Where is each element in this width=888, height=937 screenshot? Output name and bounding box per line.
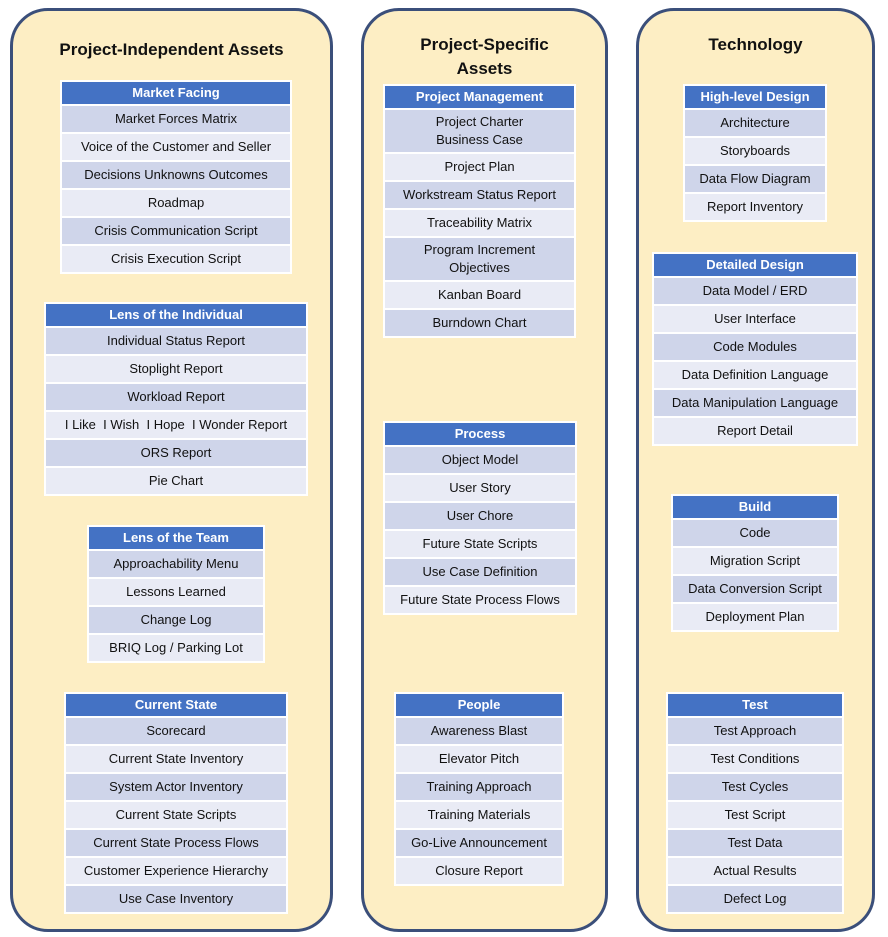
group-header: Test [668, 694, 842, 718]
list-item: Workstream Status Report [385, 182, 574, 210]
list-item: Decisions Unknowns Outcomes [62, 162, 290, 190]
list-item: Code Modules [654, 334, 856, 362]
list-item: Project Charter Business Case [385, 110, 574, 154]
list-item: Object Model [385, 447, 575, 475]
list-item: Current State Process Flows [66, 830, 286, 858]
group-test [666, 692, 844, 914]
group-header: Current State [66, 694, 286, 718]
group-header: People [396, 694, 562, 718]
list-item: Report Detail [654, 418, 856, 444]
list-item: Elevator Pitch [396, 746, 562, 774]
list-item: Defect Log [668, 886, 842, 912]
group-detailed-design [652, 252, 858, 446]
list-item: System Actor Inventory [66, 774, 286, 802]
list-item: Storyboards [685, 138, 825, 166]
list-item: Test Approach [668, 718, 842, 746]
list-item: Test Data [668, 830, 842, 858]
group-lens-team [87, 525, 265, 663]
list-item: Scorecard [66, 718, 286, 746]
list-item: Workload Report [46, 384, 306, 412]
list-item: Current State Scripts [66, 802, 286, 830]
column-title: Technology [708, 35, 803, 54]
group-market-facing [60, 80, 292, 274]
list-item: Use Case Inventory [66, 886, 286, 912]
group-people [394, 692, 564, 886]
column-title: Project-Independent Assets [59, 40, 284, 59]
list-item: Program Increment Objectives [385, 238, 574, 282]
list-item: Go-Live Announcement [396, 830, 562, 858]
list-item: Use Case Definition [385, 559, 575, 587]
list-item: I Like I Wish I Hope I Wonder Report [46, 412, 306, 440]
list-item: User Story [385, 475, 575, 503]
group-lens-individual [44, 302, 308, 496]
group-header: Project Management [385, 86, 574, 110]
list-item: Voice of the Customer and Seller [62, 134, 290, 162]
list-item: Training Materials [396, 802, 562, 830]
column-title: Project-Specific Assets [420, 35, 549, 78]
list-item: Roadmap [62, 190, 290, 218]
list-item: BRIQ Log / Parking Lot [89, 635, 263, 661]
list-item: Awareness Blast [396, 718, 562, 746]
list-item: Individual Status Report [46, 328, 306, 356]
list-item: Code [673, 520, 837, 548]
list-item: Pie Chart [46, 468, 306, 494]
group-header: Detailed Design [654, 254, 856, 278]
list-item: Current State Inventory [66, 746, 286, 774]
list-item: Change Log [89, 607, 263, 635]
list-item: Crisis Communication Script [62, 218, 290, 246]
group-header: Lens of the Individual [46, 304, 306, 328]
list-item: Crisis Execution Script [62, 246, 290, 272]
list-item: Actual Results [668, 858, 842, 886]
group-build [671, 494, 839, 632]
list-item: Test Cycles [668, 774, 842, 802]
list-item: Test Script [668, 802, 842, 830]
list-item: Test Conditions [668, 746, 842, 774]
list-item: Closure Report [396, 858, 562, 884]
list-item: Data Manipulation Language [654, 390, 856, 418]
group-high-level-design [683, 84, 827, 222]
group-header: Lens of the Team [89, 527, 263, 551]
list-item: Report Inventory [685, 194, 825, 220]
group-header: Process [385, 423, 575, 447]
list-item: Architecture [685, 110, 825, 138]
list-item: User Chore [385, 503, 575, 531]
list-item: Burndown Chart [385, 310, 574, 336]
list-item: Approachability Menu [89, 551, 263, 579]
list-item: Market Forces Matrix [62, 106, 290, 134]
list-item: Deployment Plan [673, 604, 837, 630]
group-process [383, 421, 577, 615]
list-item: Traceability Matrix [385, 210, 574, 238]
list-item: Training Approach [396, 774, 562, 802]
list-item: Lessons Learned [89, 579, 263, 607]
group-header: Market Facing [62, 82, 290, 106]
list-item: Future State Process Flows [385, 587, 575, 613]
list-item: ORS Report [46, 440, 306, 468]
list-item: Data Model / ERD [654, 278, 856, 306]
group-project-management [383, 84, 576, 338]
group-current-state [64, 692, 288, 914]
list-item: Data Conversion Script [673, 576, 837, 604]
group-header: Build [673, 496, 837, 520]
list-item: Future State Scripts [385, 531, 575, 559]
list-item: Data Definition Language [654, 362, 856, 390]
list-item: Stoplight Report [46, 356, 306, 384]
list-item: Kanban Board [385, 282, 574, 310]
group-header: High-level Design [685, 86, 825, 110]
list-item: Project Plan [385, 154, 574, 182]
list-item: User Interface [654, 306, 856, 334]
list-item: Customer Experience Hierarchy [66, 858, 286, 886]
list-item: Data Flow Diagram [685, 166, 825, 194]
list-item: Migration Script [673, 548, 837, 576]
